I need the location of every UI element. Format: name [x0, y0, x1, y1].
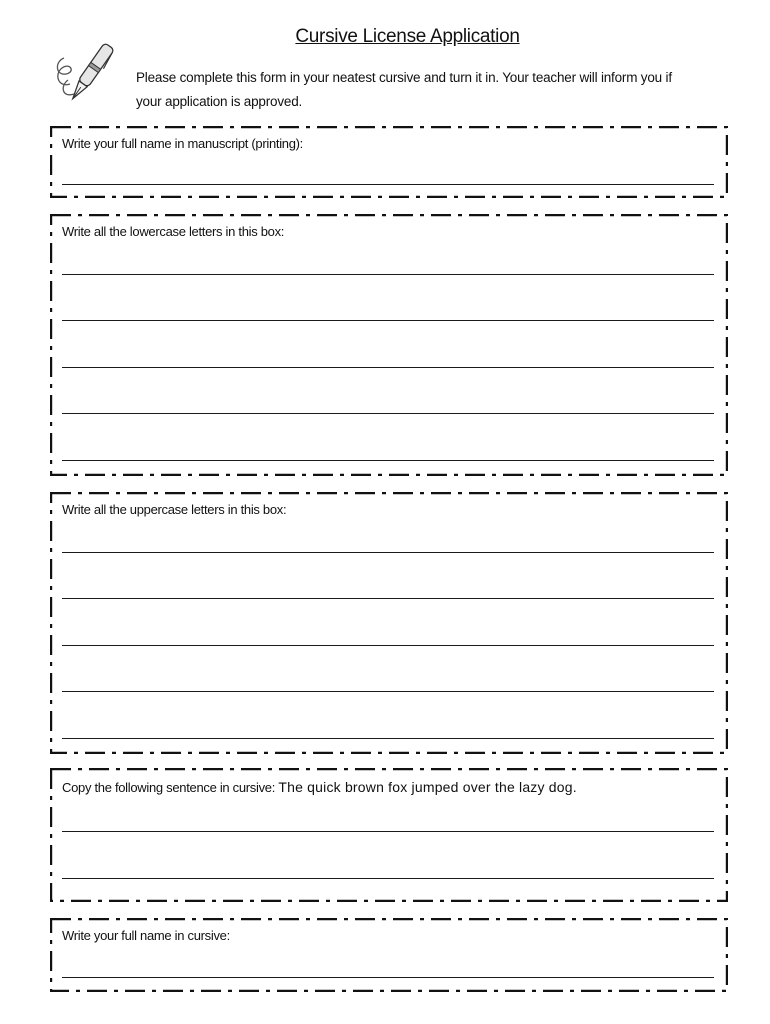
writing-line[interactable] [62, 977, 714, 978]
copy-sentence-section [50, 768, 728, 902]
writing-line[interactable] [62, 320, 714, 321]
printed-name-section [50, 126, 728, 198]
page-title: Cursive License Application [295, 26, 520, 47]
section-label: Write your full name in cursive: [62, 928, 230, 943]
instructions-text: Please complete this form in your neatest cursive and turn it in. Your teacher will inform you if your application is approved. [136, 70, 672, 109]
writing-line[interactable] [62, 878, 714, 879]
cursive-name-section [50, 918, 728, 992]
writing-line[interactable] [62, 184, 714, 185]
writing-line[interactable] [62, 691, 714, 692]
writing-line[interactable] [62, 460, 714, 461]
section-label: Write all the lowercase letters in this box: [62, 224, 285, 239]
writing-line[interactable] [62, 274, 714, 275]
lowercase-letters-section [50, 214, 728, 476]
section-label: Write all the uppercase letters in this box: [62, 502, 287, 517]
copy-instruction: Copy the following sentence in cursive: [62, 780, 276, 795]
sample-sentence: The quick brown fox jumped over the lazy dog. [278, 779, 577, 795]
writing-line[interactable] [62, 367, 714, 368]
writing-line[interactable] [62, 413, 714, 414]
fountain-pen-icon [50, 34, 120, 108]
section-label [62, 779, 577, 795]
writing-line[interactable] [62, 552, 714, 553]
writing-line[interactable] [62, 738, 714, 739]
writing-line[interactable] [62, 831, 714, 832]
uppercase-letters-section [50, 492, 728, 754]
section-label: Write your full name in manuscript (printing): [62, 136, 303, 151]
writing-line[interactable] [62, 645, 714, 646]
writing-line[interactable] [62, 598, 714, 599]
